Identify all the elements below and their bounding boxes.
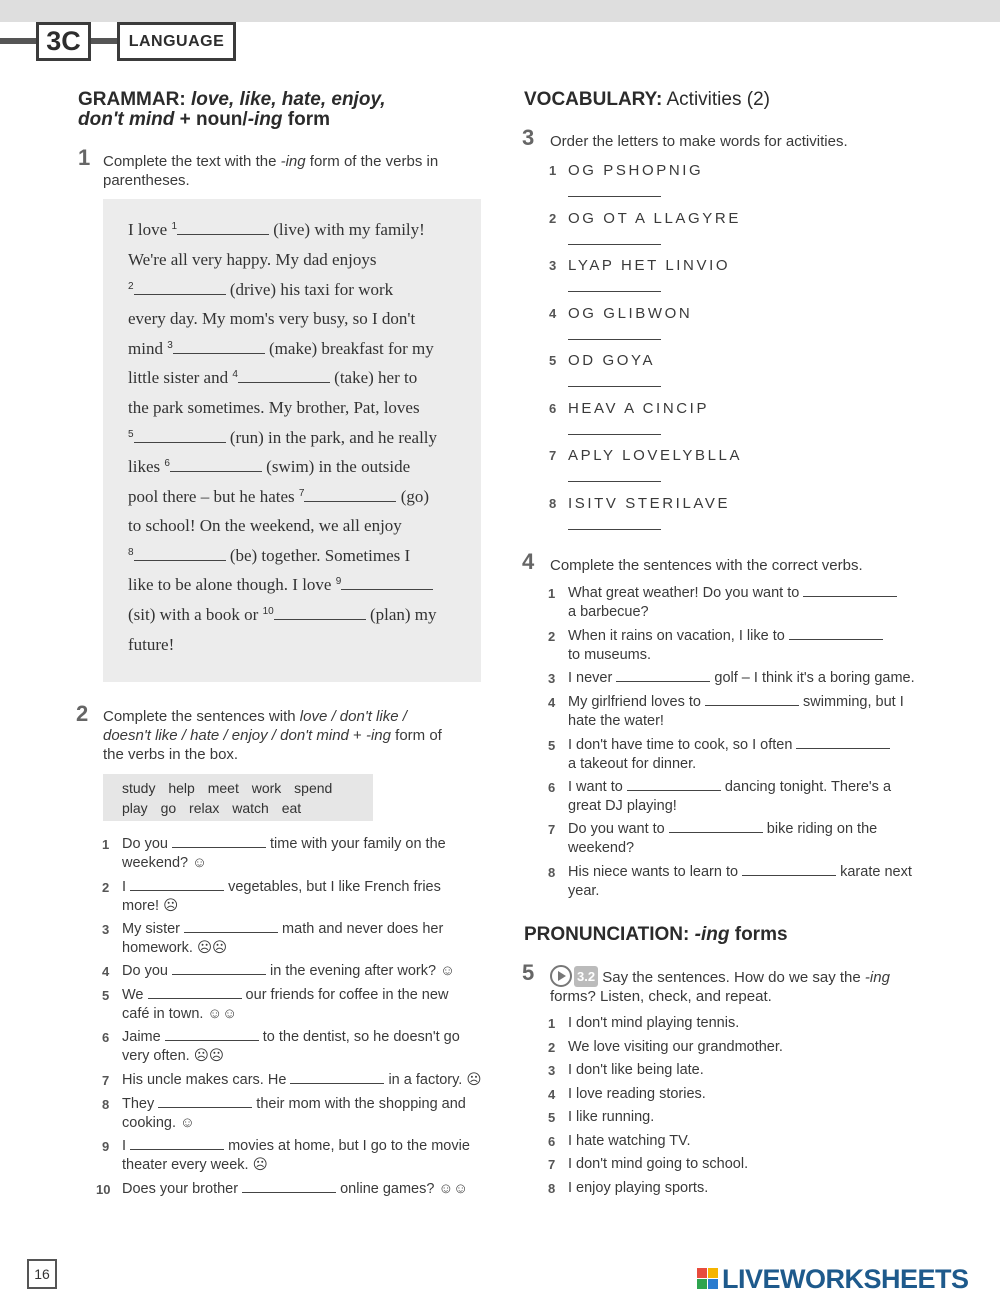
- text: My girlfriend loves to: [568, 694, 705, 710]
- pronunciation-heading: PRONUNCIATION: -ing forms: [524, 924, 788, 945]
- exercise-4-item: [548, 863, 968, 901]
- line-text: (take) her to: [329, 368, 418, 387]
- exercise-2-item: [102, 920, 482, 958]
- scrambled-letters: HEAV A CINCIP: [568, 399, 710, 417]
- gap-number: 8: [128, 547, 134, 558]
- exercise-1-line: [128, 635, 174, 655]
- text: Do you: [122, 963, 172, 979]
- text: golf – I think it's a boring game.: [710, 670, 915, 686]
- answer-blank[interactable]: [170, 460, 262, 472]
- item-number: 5: [102, 988, 110, 1003]
- answer-blank[interactable]: [130, 1138, 224, 1150]
- exercise-1-line: [128, 250, 376, 270]
- text: their mom with the shopping and: [252, 1096, 466, 1112]
- text: hate the water!: [568, 713, 664, 729]
- text: bike riding on the: [762, 821, 878, 837]
- word-box-row: study help meet work spend: [122, 780, 333, 796]
- answer-blank[interactable]: [134, 431, 226, 443]
- item-number: 3: [548, 1063, 556, 1078]
- text: online games? ☺☺: [336, 1181, 469, 1197]
- scrambled-letters: LYAP HET LINVIO: [568, 257, 731, 274]
- text: Jaime: [122, 1029, 165, 1045]
- answer-blank[interactable]: [568, 244, 661, 245]
- answer-blank[interactable]: [568, 481, 661, 482]
- item-number: 3: [549, 258, 557, 273]
- text: karate next: [836, 864, 912, 880]
- grammar-heading: GRAMMAR: love, like, hate, enjoy, don't mind + noun/-ing form: [78, 89, 386, 130]
- line-text: I love: [128, 220, 172, 239]
- line-text: (sit) with a book or: [128, 605, 263, 624]
- answer-blank[interactable]: [165, 1029, 259, 1041]
- exercise-5-item: [548, 1038, 783, 1057]
- line-text: (go): [396, 487, 430, 506]
- line-text: mind: [128, 339, 168, 358]
- exercise-1-line: [128, 428, 437, 448]
- text: to museums.: [568, 647, 651, 663]
- audio-play-icon[interactable]: [550, 965, 572, 987]
- answer-blank[interactable]: [568, 196, 661, 197]
- unit-stripe: [0, 38, 36, 44]
- scrambled-letters: OG PSHOPNIG: [568, 162, 704, 179]
- exercise-1-line: [128, 220, 425, 240]
- text: weekend? ☺: [122, 855, 207, 871]
- text: His niece wants to learn to: [568, 864, 743, 880]
- top-bar: [0, 0, 1000, 22]
- item-number: 7: [548, 822, 556, 837]
- text: very often. ☹☹: [122, 1048, 224, 1064]
- vocabulary-heading: VOCABULARY: Activities (2): [524, 89, 770, 110]
- scrambled-letters: ISITV STERILAVE: [568, 494, 731, 512]
- line-text: little sister and: [128, 368, 233, 387]
- answer-blank[interactable]: [742, 864, 836, 876]
- item-number: 1: [549, 163, 557, 178]
- answer-blank[interactable]: [148, 987, 242, 999]
- item-number: 2: [548, 1039, 556, 1055]
- text: I: [122, 1138, 131, 1154]
- sentence: I like running.: [568, 1109, 655, 1125]
- exercise-2-item: [102, 986, 482, 1024]
- exercise-5-item: [548, 1061, 704, 1080]
- text: in a factory. ☹: [384, 1072, 482, 1088]
- item-number: 3: [102, 922, 110, 937]
- text: math and never does her: [278, 921, 444, 937]
- scrambled-letters: OG GLIBWON: [568, 304, 693, 322]
- answer-blank[interactable]: [177, 223, 269, 235]
- exercise-5-item: [548, 1014, 740, 1033]
- answer-blank[interactable]: [568, 434, 661, 435]
- item-number: 2: [548, 629, 556, 644]
- text: more! ☹: [122, 898, 179, 914]
- text: What great weather! Do you want to: [568, 585, 804, 601]
- answer-blank[interactable]: [568, 529, 661, 530]
- exercise-4-item: [548, 736, 968, 774]
- liveworksheets-logo-icon: [697, 1268, 719, 1290]
- item-number: 5: [549, 353, 557, 368]
- text: our friends for coffee in the new: [241, 987, 449, 1003]
- item-number: 8: [548, 1180, 556, 1196]
- text: weekend?: [568, 840, 635, 856]
- item-number: 8: [548, 865, 556, 880]
- answer-blank[interactable]: [616, 670, 710, 682]
- line-text: to school! On the weekend, we all enjoy: [128, 516, 402, 535]
- sentence: I don't mind going to school.: [568, 1156, 749, 1172]
- exercise-1-line: [128, 546, 410, 566]
- exercise-5-item: [548, 1108, 655, 1127]
- exercise-2-item: [102, 878, 482, 916]
- exercise-1-line: [128, 487, 429, 507]
- exercise-2-item: [102, 1095, 482, 1133]
- exercise-5-item: [548, 1155, 749, 1174]
- text: When it rains on vacation, I like to: [568, 628, 789, 644]
- unit-stripe: [91, 38, 117, 44]
- text: movies at home, but I go to the movie: [224, 1138, 470, 1154]
- gap-number: 9: [335, 576, 342, 587]
- text: I don't have time to cook, so I often: [568, 737, 797, 753]
- section-label: LANGUAGE: [117, 22, 236, 61]
- item-number: 7: [549, 448, 557, 463]
- line-text: We're all very happy. My dad enjoys: [128, 250, 377, 269]
- exercise-4-item: [548, 627, 968, 665]
- answer-blank[interactable]: [568, 339, 661, 340]
- text: Does your brother: [122, 1181, 243, 1197]
- exercise-number: 3: [522, 125, 535, 150]
- answer-blank[interactable]: [238, 371, 330, 383]
- answer-blank[interactable]: [568, 291, 661, 292]
- exercise-4-instruction: Complete the sentences with the correct verbs.: [550, 557, 863, 574]
- exercise-number: 4: [522, 549, 535, 574]
- exercise-1-instruction: Complete the text with the -ing form of the verbs in parentheses.: [103, 153, 439, 189]
- exercise-4-item: [548, 778, 968, 816]
- answer-blank[interactable]: [130, 879, 224, 891]
- exercise-5-item: [548, 1132, 691, 1151]
- line-text: (plan) my: [365, 605, 437, 624]
- answer-blank[interactable]: [242, 1181, 336, 1193]
- unit-label: 3C: [36, 22, 91, 61]
- line-text: (swim) in the outside: [261, 457, 411, 476]
- gap-number: 1: [171, 221, 177, 232]
- item-number: 8: [102, 1097, 110, 1112]
- line-text: (run) in the park, and he really: [225, 428, 438, 447]
- item-number: 4: [548, 1086, 556, 1102]
- exercise-5-item: [548, 1179, 709, 1198]
- answer-blank[interactable]: [172, 836, 266, 848]
- gap-number: 3: [167, 340, 173, 351]
- item-number: 2: [549, 210, 557, 226]
- item-number: 4: [548, 695, 556, 710]
- exercise-1-line: [128, 398, 420, 418]
- text: time with your family on the: [265, 836, 446, 852]
- item-number: 1: [102, 837, 110, 852]
- gap-number: 5: [128, 429, 134, 440]
- gap-number: 4: [232, 369, 238, 380]
- answer-blank[interactable]: [134, 549, 226, 561]
- gap-number: 2: [128, 281, 134, 292]
- line-text: (make) breakfast for my: [264, 339, 434, 358]
- exercise-5-instruction: 3.2 Say the sentences. How do we say the -ing forms? Listen, check, and repeat.: [550, 965, 930, 1006]
- exercise-3-instruction: Order the letters to make words for activities.: [550, 133, 848, 150]
- item-number: 9: [102, 1139, 110, 1154]
- exercise-1-line: [128, 457, 410, 477]
- gap-number: 7: [298, 488, 305, 499]
- item-number: 6: [549, 400, 557, 416]
- text: Do you want to: [568, 821, 669, 837]
- exercise-2-item: [102, 962, 482, 981]
- answer-blank[interactable]: [796, 737, 890, 749]
- answer-blank[interactable]: [627, 779, 721, 791]
- exercise-4-item: [548, 820, 968, 858]
- page-number: 16: [27, 1259, 57, 1289]
- exercise-number: 2: [76, 701, 89, 726]
- text: cooking. ☺: [122, 1115, 195, 1131]
- item-number: 5: [548, 1110, 556, 1125]
- text: We: [122, 987, 148, 1003]
- exercise-2-item: [102, 1137, 482, 1175]
- exercise-4-item: [548, 693, 968, 731]
- answer-blank[interactable]: [274, 608, 366, 620]
- exercise-1-line: [128, 575, 433, 595]
- text: vegetables, but I like French fries: [224, 879, 441, 895]
- gap-number: 10: [262, 606, 274, 617]
- item-number: 6: [102, 1030, 110, 1045]
- text: dancing tonight. There's a: [720, 779, 892, 795]
- answer-blank[interactable]: [568, 386, 661, 387]
- answer-blank[interactable]: [304, 490, 396, 502]
- sentence: I love reading stories.: [568, 1085, 706, 1102]
- exercise-2-item: [96, 1180, 482, 1199]
- item-number: 6: [548, 780, 556, 795]
- text: homework. ☹☹: [122, 940, 228, 956]
- scrambled-letters: OD GOYA: [568, 352, 656, 369]
- text: His uncle makes cars. He: [122, 1072, 291, 1088]
- text: swimming, but I: [799, 694, 904, 710]
- audio-track-badge: 3.2: [574, 966, 598, 987]
- line-text: the park sometimes. My brother, Pat, loves: [128, 398, 420, 417]
- item-number: 6: [548, 1133, 556, 1149]
- sentence: We love visiting our grandmother.: [568, 1038, 783, 1055]
- answer-blank[interactable]: [173, 342, 265, 354]
- answer-blank[interactable]: [789, 628, 883, 640]
- item-number: 1: [548, 1016, 556, 1031]
- item-number: 10: [96, 1182, 111, 1197]
- sentence: I don't like being late.: [568, 1062, 704, 1078]
- text: a barbecue?: [568, 604, 649, 620]
- text: I: [122, 879, 131, 895]
- item-number: 7: [102, 1073, 110, 1088]
- answer-blank[interactable]: [172, 963, 266, 975]
- exercise-2-item: [102, 1028, 482, 1066]
- text: My sister: [122, 921, 185, 937]
- exercise-number: 1: [78, 145, 91, 170]
- text: They: [122, 1096, 159, 1112]
- item-number: 4: [549, 305, 557, 321]
- line-text: every day. My mom's very busy, so I don't: [128, 309, 416, 328]
- liveworksheets-brand: LIVEWORKSHEETS: [722, 1264, 969, 1294]
- line-text: likes: [128, 457, 165, 476]
- exercise-1-line: [128, 309, 415, 329]
- exercise-2-item: [102, 1071, 482, 1090]
- item-number: 8: [549, 495, 557, 511]
- line-text: (be) together. Sometimes I: [225, 546, 411, 565]
- line-text: like to be alone though. I love: [128, 575, 336, 594]
- text: year.: [568, 883, 600, 899]
- item-number: 1: [548, 586, 556, 601]
- exercise-4-item: [548, 669, 968, 688]
- scrambled-letters: OG OT A LLAGYRE: [568, 209, 741, 227]
- item-number: 5: [548, 738, 556, 753]
- line-text: (drive) his taxi for work: [225, 280, 394, 299]
- item-number: 7: [548, 1157, 556, 1172]
- exercise-1-line: [128, 280, 393, 300]
- answer-blank[interactable]: [803, 585, 897, 597]
- text: a takeout for dinner.: [568, 756, 697, 772]
- exercise-2-item: [102, 835, 482, 873]
- text: Do you: [122, 836, 172, 852]
- text: café in town. ☺☺: [122, 1006, 238, 1022]
- answer-blank[interactable]: [669, 821, 763, 833]
- sentence: I enjoy playing sports.: [568, 1179, 709, 1196]
- gap-number: 6: [164, 458, 170, 469]
- text: I want to: [568, 779, 627, 795]
- line-text: future!: [128, 635, 175, 654]
- answer-blank[interactable]: [158, 1096, 252, 1108]
- scrambled-letters: APLY LOVELYBLLA: [568, 447, 743, 464]
- answer-blank[interactable]: [705, 694, 799, 706]
- exercise-2-instruction: Complete the sentences with love / don't like / doesn't like / hate / enjoy / don't mind + -ing form of the verbs in the box.: [103, 708, 442, 763]
- exercise-1-line: [128, 368, 417, 388]
- sentence: I hate watching TV.: [568, 1132, 691, 1149]
- exercise-4-item: [548, 584, 968, 622]
- item-number: 4: [102, 964, 110, 979]
- text: great DJ playing!: [568, 798, 677, 814]
- word-box-row: play go relax watch eat: [122, 800, 302, 816]
- exercise-5-item: [548, 1085, 706, 1104]
- answer-blank[interactable]: [341, 578, 433, 590]
- answer-blank[interactable]: [290, 1072, 384, 1084]
- exercise-1-line: [128, 516, 402, 536]
- text: I never: [568, 670, 617, 686]
- text: in the evening after work? ☺: [265, 963, 455, 979]
- line-text: pool there – but he hates: [128, 487, 299, 506]
- answer-blank[interactable]: [134, 283, 226, 295]
- item-number: 3: [548, 671, 556, 686]
- answer-blank[interactable]: [184, 921, 278, 933]
- text: to the dentist, so he doesn't go: [258, 1029, 460, 1045]
- item-number: 2: [102, 880, 110, 895]
- exercise-1-line: [128, 605, 437, 625]
- line-text: (live) with my family!: [269, 220, 425, 239]
- text: theater every week. ☹: [122, 1157, 268, 1173]
- sentence: I don't mind playing tennis.: [568, 1015, 740, 1031]
- exercise-number: 5: [522, 960, 535, 985]
- exercise-1-line: [128, 339, 434, 359]
